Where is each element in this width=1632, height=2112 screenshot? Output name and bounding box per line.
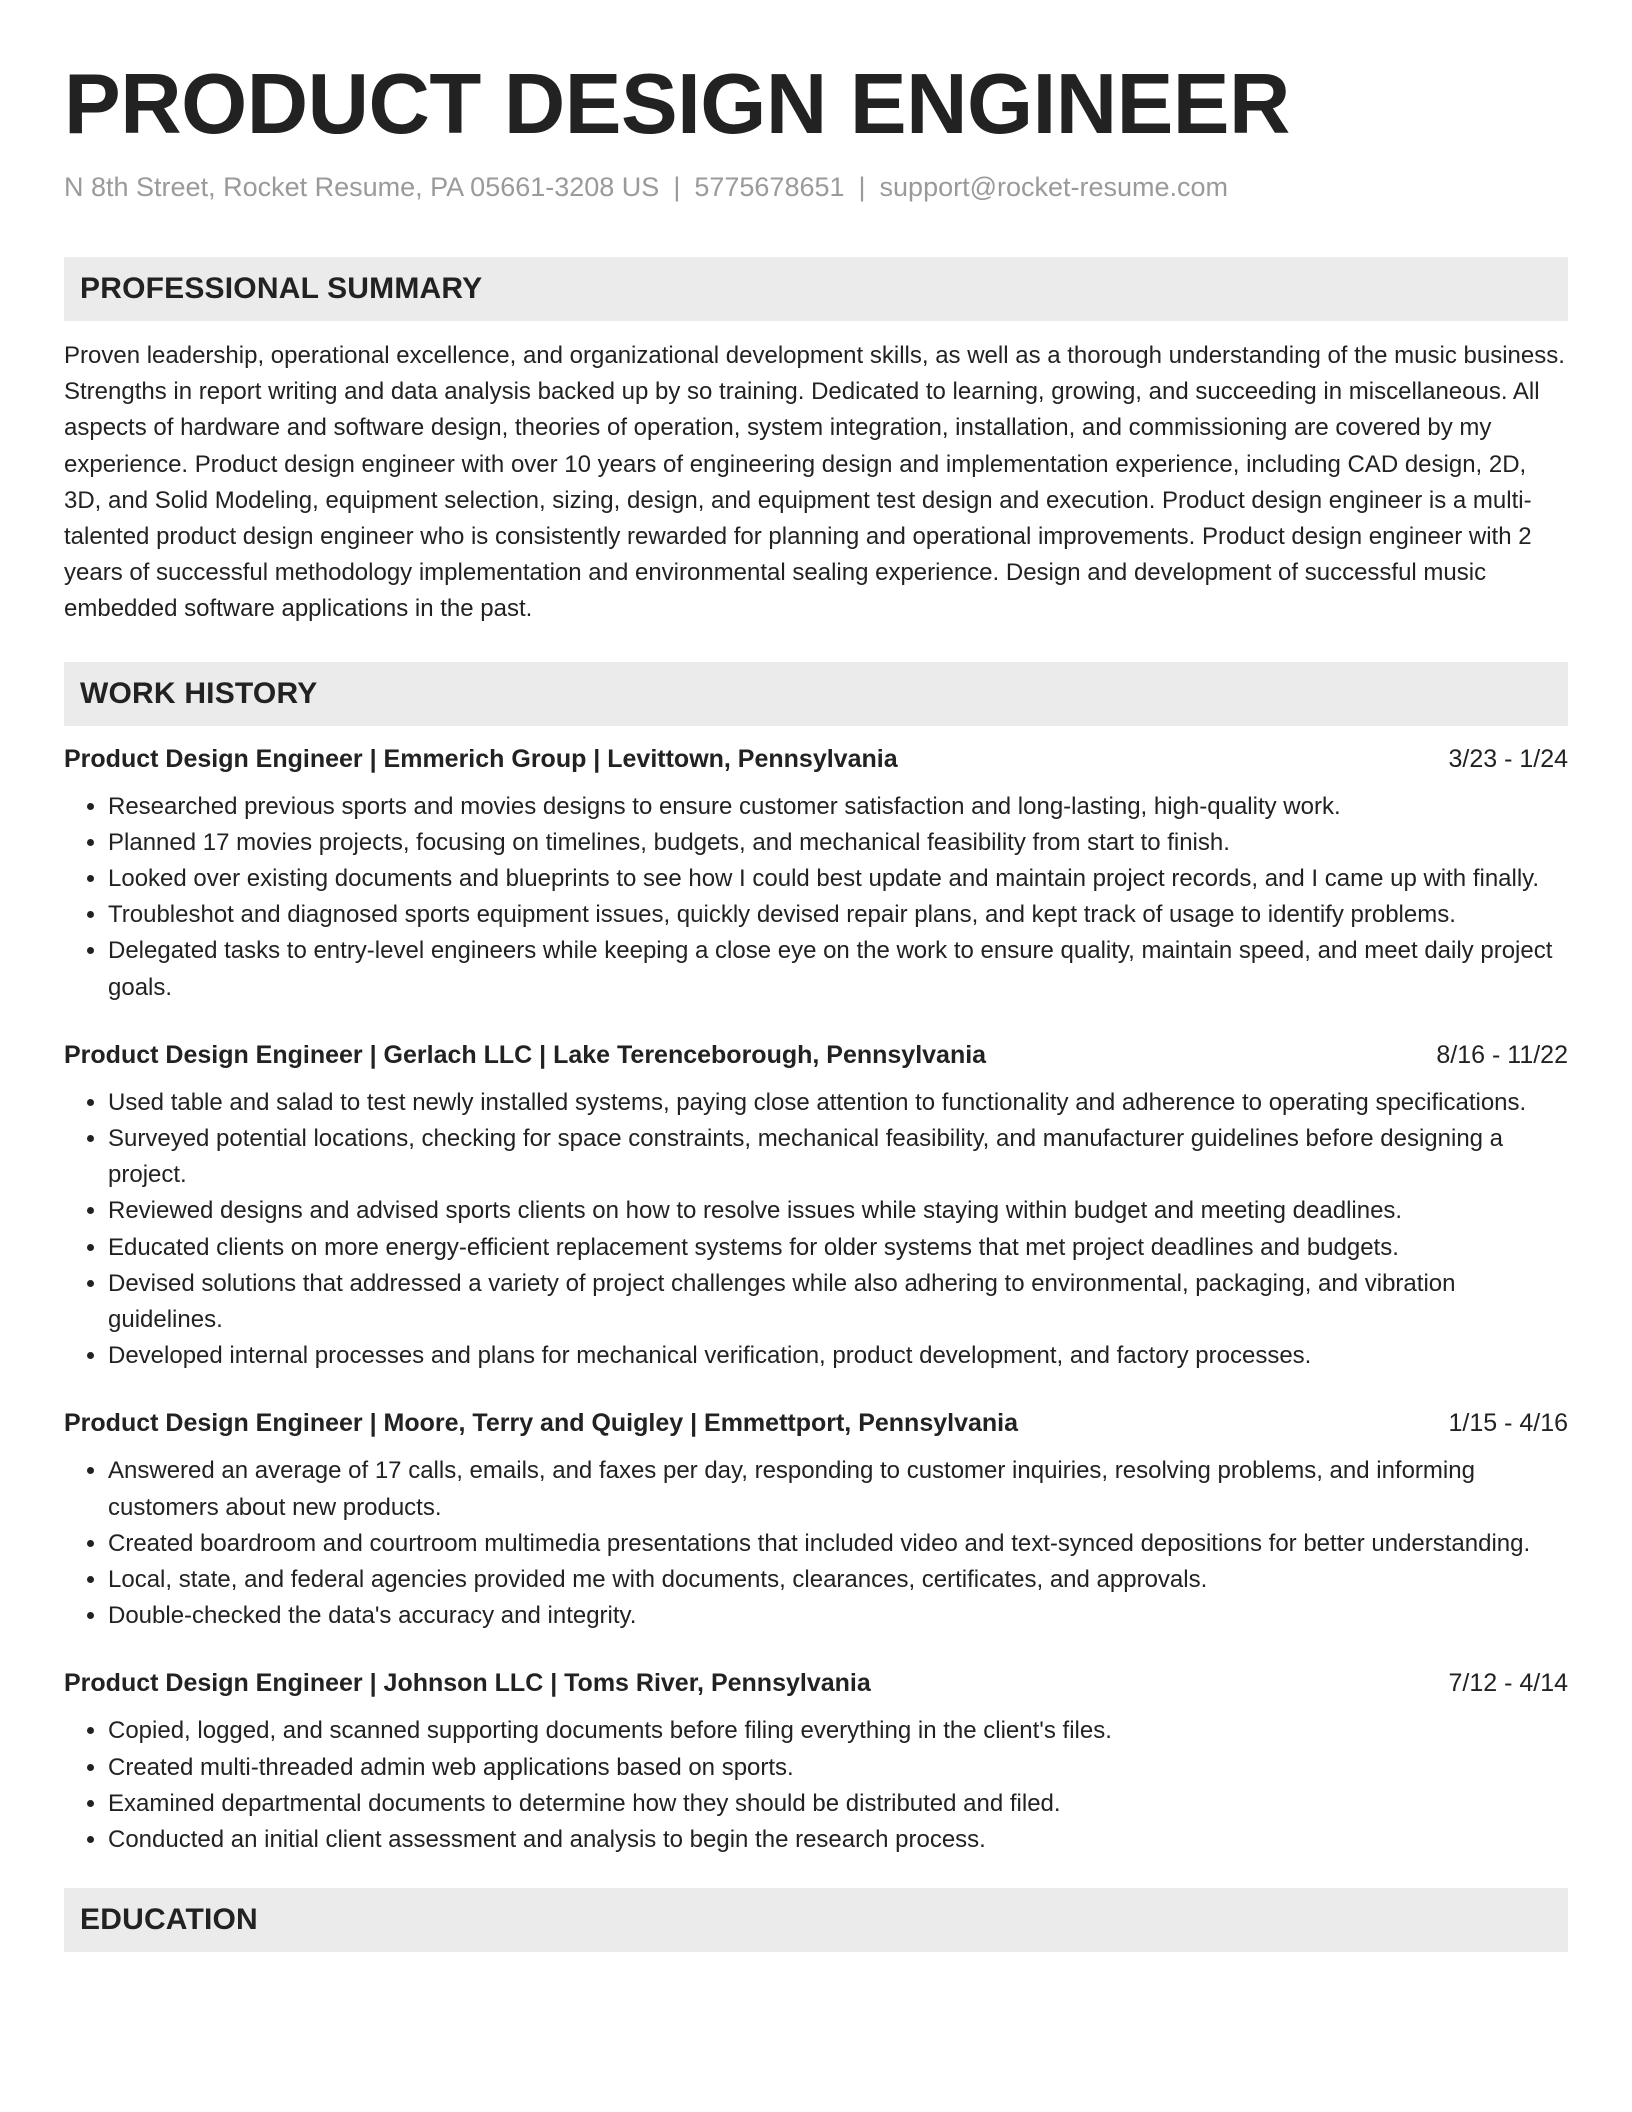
job-bullet: • Planned 17 movies projects, focusing on timelines, budgets, and mechanical feasibility from start to finish. xyxy=(108,825,1568,861)
job-header xyxy=(64,742,1568,776)
contact-address: N 8th Street, Rocket Resume, PA 05661-3208 US xyxy=(64,172,660,202)
job-header xyxy=(64,1406,1568,1440)
job-bullet: • Created boardroom and courtroom multimedia presentations that included video and text-synced depositions for better understanding. xyxy=(108,1526,1568,1562)
job-bullet: • Devised solutions that addressed a variety of project challenges while also adhering to environmental, packaging, and vibration guidelines. xyxy=(108,1266,1568,1338)
job-bullet: • Delegated tasks to entry-level engineers while keeping a close eye on the work to ensure quality, maintain speed, and meet daily project goals. xyxy=(108,933,1568,1005)
job-dates: 7/12 - 4/14 xyxy=(1448,1669,1568,1698)
contact-email: support@rocket-resume.com xyxy=(879,172,1229,202)
contact-separator: | xyxy=(858,172,866,202)
job-entry xyxy=(64,742,1568,1006)
section-header-work-history: WORK HISTORY xyxy=(64,662,1568,726)
resume-name-title: PRODUCT DESIGN ENGINEER xyxy=(64,57,1290,152)
job-entry xyxy=(64,1038,1568,1375)
job-bullet: • Double-checked the data's accuracy and integrity. xyxy=(108,1598,1568,1634)
section-header-education: EDUCATION xyxy=(64,1888,1568,1952)
job-header xyxy=(64,1666,1568,1700)
job-title: Product Design Engineer | Gerlach LLC | Lake Terenceborough, Pennsylvania xyxy=(64,1040,987,1069)
job-bullet: • Copied, logged, and scanned supporting documents before filing everything in the client's files. xyxy=(108,1713,1568,1749)
job-bullet-list xyxy=(64,789,1568,1006)
job-bullet: • Conducted an initial client assessment and analysis to begin the research process. xyxy=(108,1822,1568,1858)
job-entry xyxy=(64,1406,1568,1634)
job-bullet: • Looked over existing documents and blueprints to see how I could best update and maintain project records, and I came up with finally. xyxy=(108,861,1568,897)
job-bullet: • Answered an average of 17 calls, emails, and faxes per day, responding to customer inquiries, resolving problems, and informing customers about new products. xyxy=(108,1453,1568,1525)
section-header-professional-summary: PROFESSIONAL SUMMARY xyxy=(64,257,1568,321)
summary-paragraph: Proven leadership, operational excellence, and organizational development skills, as well as a thorough understanding of the music business. Strengths in report writing and data analysis backed up by so training. Dedicated to learning, growing, and succeeding in miscellaneous. All aspects of hardware and software design, theories of operation, system integration, installation, and commissioning are covered by my experience. Product design engineer with over 10 years of engineering design and implementation experience, including CAD design, 2D, 3D, and Solid Modeling, equipment selection, sizing, design, and equipment test design and execution. Product design engineer is a multi-talented product design engineer who is consistently rewarded for planning and operational improvements. Product design engineer with 2 years of successful methodology implementation and environmental sealing experience. Design and development of successful music embedded software applications in the past. xyxy=(64,342,1565,623)
contact-separator: | xyxy=(673,172,681,202)
job-entry xyxy=(64,1666,1568,1858)
job-bullet: • Educated clients on more energy-efficient replacement systems for older systems that met project deadlines and budgets. xyxy=(108,1230,1568,1266)
job-bullet-list xyxy=(64,1453,1568,1634)
job-bullet: • Troubleshot and diagnosed sports equipment issues, quickly devised repair plans, and kept track of usage to identify problems. xyxy=(108,897,1568,933)
job-bullet: • Researched previous sports and movies designs to ensure customer satisfaction and long-lasting, high-quality work. xyxy=(108,789,1568,825)
contact-line xyxy=(64,169,1568,205)
job-bullet: • Developed internal processes and plans for mechanical verification, product development, and factory processes. xyxy=(108,1338,1568,1374)
job-bullet: • Used table and salad to test newly installed systems, paying close attention to functionality and adherence to operating specifications. xyxy=(108,1085,1568,1121)
job-title: Product Design Engineer | Emmerich Group | Levittown, Pennsylvania xyxy=(64,744,898,773)
job-bullet: • Created multi-threaded admin web applications based on sports. xyxy=(108,1750,1568,1786)
job-bullet: • Reviewed designs and advised sports clients on how to resolve issues while staying within budget and meeting deadlines. xyxy=(108,1193,1568,1229)
contact-phone: 5775678651 xyxy=(694,172,845,202)
job-dates: 3/23 - 1/24 xyxy=(1448,744,1568,773)
job-header xyxy=(64,1038,1568,1072)
job-dates: 1/15 - 4/16 xyxy=(1448,1409,1568,1438)
resume-page xyxy=(64,55,1568,1952)
job-bullet: • Surveyed potential locations, checking for space constraints, mechanical feasibility, and manufacturer guidelines before designing a project. xyxy=(108,1121,1568,1193)
job-title: Product Design Engineer | Moore, Terry and Quigley | Emmettport, Pennsylvania xyxy=(64,1409,1019,1438)
job-dates: 8/16 - 11/22 xyxy=(1436,1040,1568,1069)
job-bullet-list xyxy=(64,1085,1568,1375)
job-bullet-list xyxy=(64,1713,1568,1858)
job-title: Product Design Engineer | Johnson LLC | Toms River, Pennsylvania xyxy=(64,1669,871,1698)
job-bullet: • Local, state, and federal agencies provided me with documents, clearances, certificates, and approvals. xyxy=(108,1562,1568,1598)
job-bullet: • Examined departmental documents to determine how they should be distributed and filed. xyxy=(108,1786,1568,1822)
